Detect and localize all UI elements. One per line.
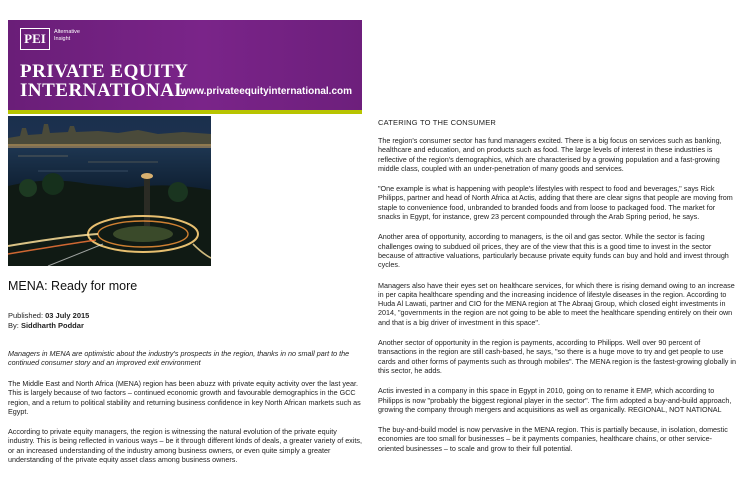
pei-banner: [8, 20, 362, 114]
right-column: [378, 118, 736, 464]
banner-accent-strip: [8, 110, 362, 114]
night-city-image: [8, 116, 211, 266]
masthead-url[interactable]: www.privateequityinternational.com: [180, 86, 352, 97]
pei-logo: PEI: [20, 28, 50, 50]
publication-info: [8, 311, 89, 331]
article-photo: [8, 116, 211, 266]
author-name[interactable]: Siddharth Poddar: [20, 321, 84, 330]
masthead-line-1: PRIVATE EQUITY: [20, 61, 189, 82]
body-paragraph: Another area of opportunity, according to managers, is the oil and gas sector. While the sector is facing challenges owing to subdued oil prices, they are of the view that this is a good time to invest in the sector because of attractive valuations, particularly because private equity funds can buy and hold and invest through cycles.: [378, 232, 729, 270]
article-headline: MENA: Ready for more: [8, 279, 138, 293]
published-line: [8, 311, 89, 321]
body-paragraph: "One example is what is happening with people's lifestyles with respect to food and beverages," says Rick Philipps, partner and head of North Africa at Actis, adding that there are clear signs that people are moving from staple to convenience food, unbranded to branded foods and from loose to packaged food. The market for snacks in Egypt, for instance, grew 23 percent compounded through the Arab Spring period, he says.: [378, 184, 733, 222]
byline: [8, 321, 89, 331]
masthead-line-2: INTERNATIONAL: [20, 80, 188, 101]
body-paragraph: Managers also have their eyes set on healthcare services, for which there is rising demand owing to an increase in per capita healthcare spending and the increasing incidence of lifestyle diseases in the region. According to Huda Al Lawati, partner and CIO for the MENA region at The Abraaj Group, which closed eight investments in 2014, "governments in the region are not going to be able to meet the healthcare spending entirely on their own and that is a big driver of investment in this space".: [378, 280, 735, 327]
article-intro: Managers in MENA are optimistic about the industry's prospects in the region, thanks in no small part to the continued consumer story and an improved exit environment: [8, 349, 350, 368]
body-paragraph: The region's consumer sector has fund managers excited. There is a big focus on services such as banking, healthcare and education, and on products such as food. The large levels of interest in these industries is reflective of the region's demographics, which are characterised by a growing population and a fast-growing middle class, coupled with an under-penetration of many goods and services.: [378, 136, 722, 173]
section-heading: CATERING TO THE CONSUMER: [378, 118, 497, 127]
published-label: Published:: [8, 311, 44, 320]
masthead-title: [20, 62, 188, 100]
body-paragraph: The buy-and-build model is now pervasive in the MENA region. This is partially because, in isolation, domestic economies are too small for businesses – be it payments companies, healthcare chains, or other service-oriented businesses – to scale and grow to their full potential.: [378, 425, 728, 453]
published-date: 03 July 2015: [45, 311, 90, 320]
body-paragraph: Actis invested in a company in this space in Egypt in 2010, going on to rename it EMP, which according to Philipps is now "probably the biggest regional player in the sector". The firm adopted a buy-and-build approach, growing the company through mergers and acquisitions as well as organically. REGIONAL, NOT NATIONAL: [378, 386, 732, 414]
body-paragraph: According to private equity managers, the region is witnessing the natural evolution of the private equity industry. This is being reflected in various ways – be it through different kinds of deals, a greater variety of exits, or an increased understanding of the industry among business owners, or even quite simply a greater understanding of the private equity asset class among business owners.: [8, 427, 362, 464]
body-paragraph: The Middle East and North Africa (MENA) region has been abuzz with private equity activity over the last year. This is largely because of two factors – continued economic growth and favourable demographics in the GCC region, and a return to political stability and returning business confidence in key North African markets such as Egypt.: [8, 379, 361, 416]
alternative-insight-tag: Alternative Insight: [54, 29, 80, 42]
body-paragraph: Another sector of opportunity in the region is payments, according to Philipps. Well over 90 percent of transactions in the region are still cash-based, he says, "so there is a huge move to try and get people to use cards and other forms of payments such as through mobiles". The MENA region is the fastest-growing globally in this sector, he adds.: [378, 338, 736, 375]
by-label: By:: [8, 321, 19, 330]
